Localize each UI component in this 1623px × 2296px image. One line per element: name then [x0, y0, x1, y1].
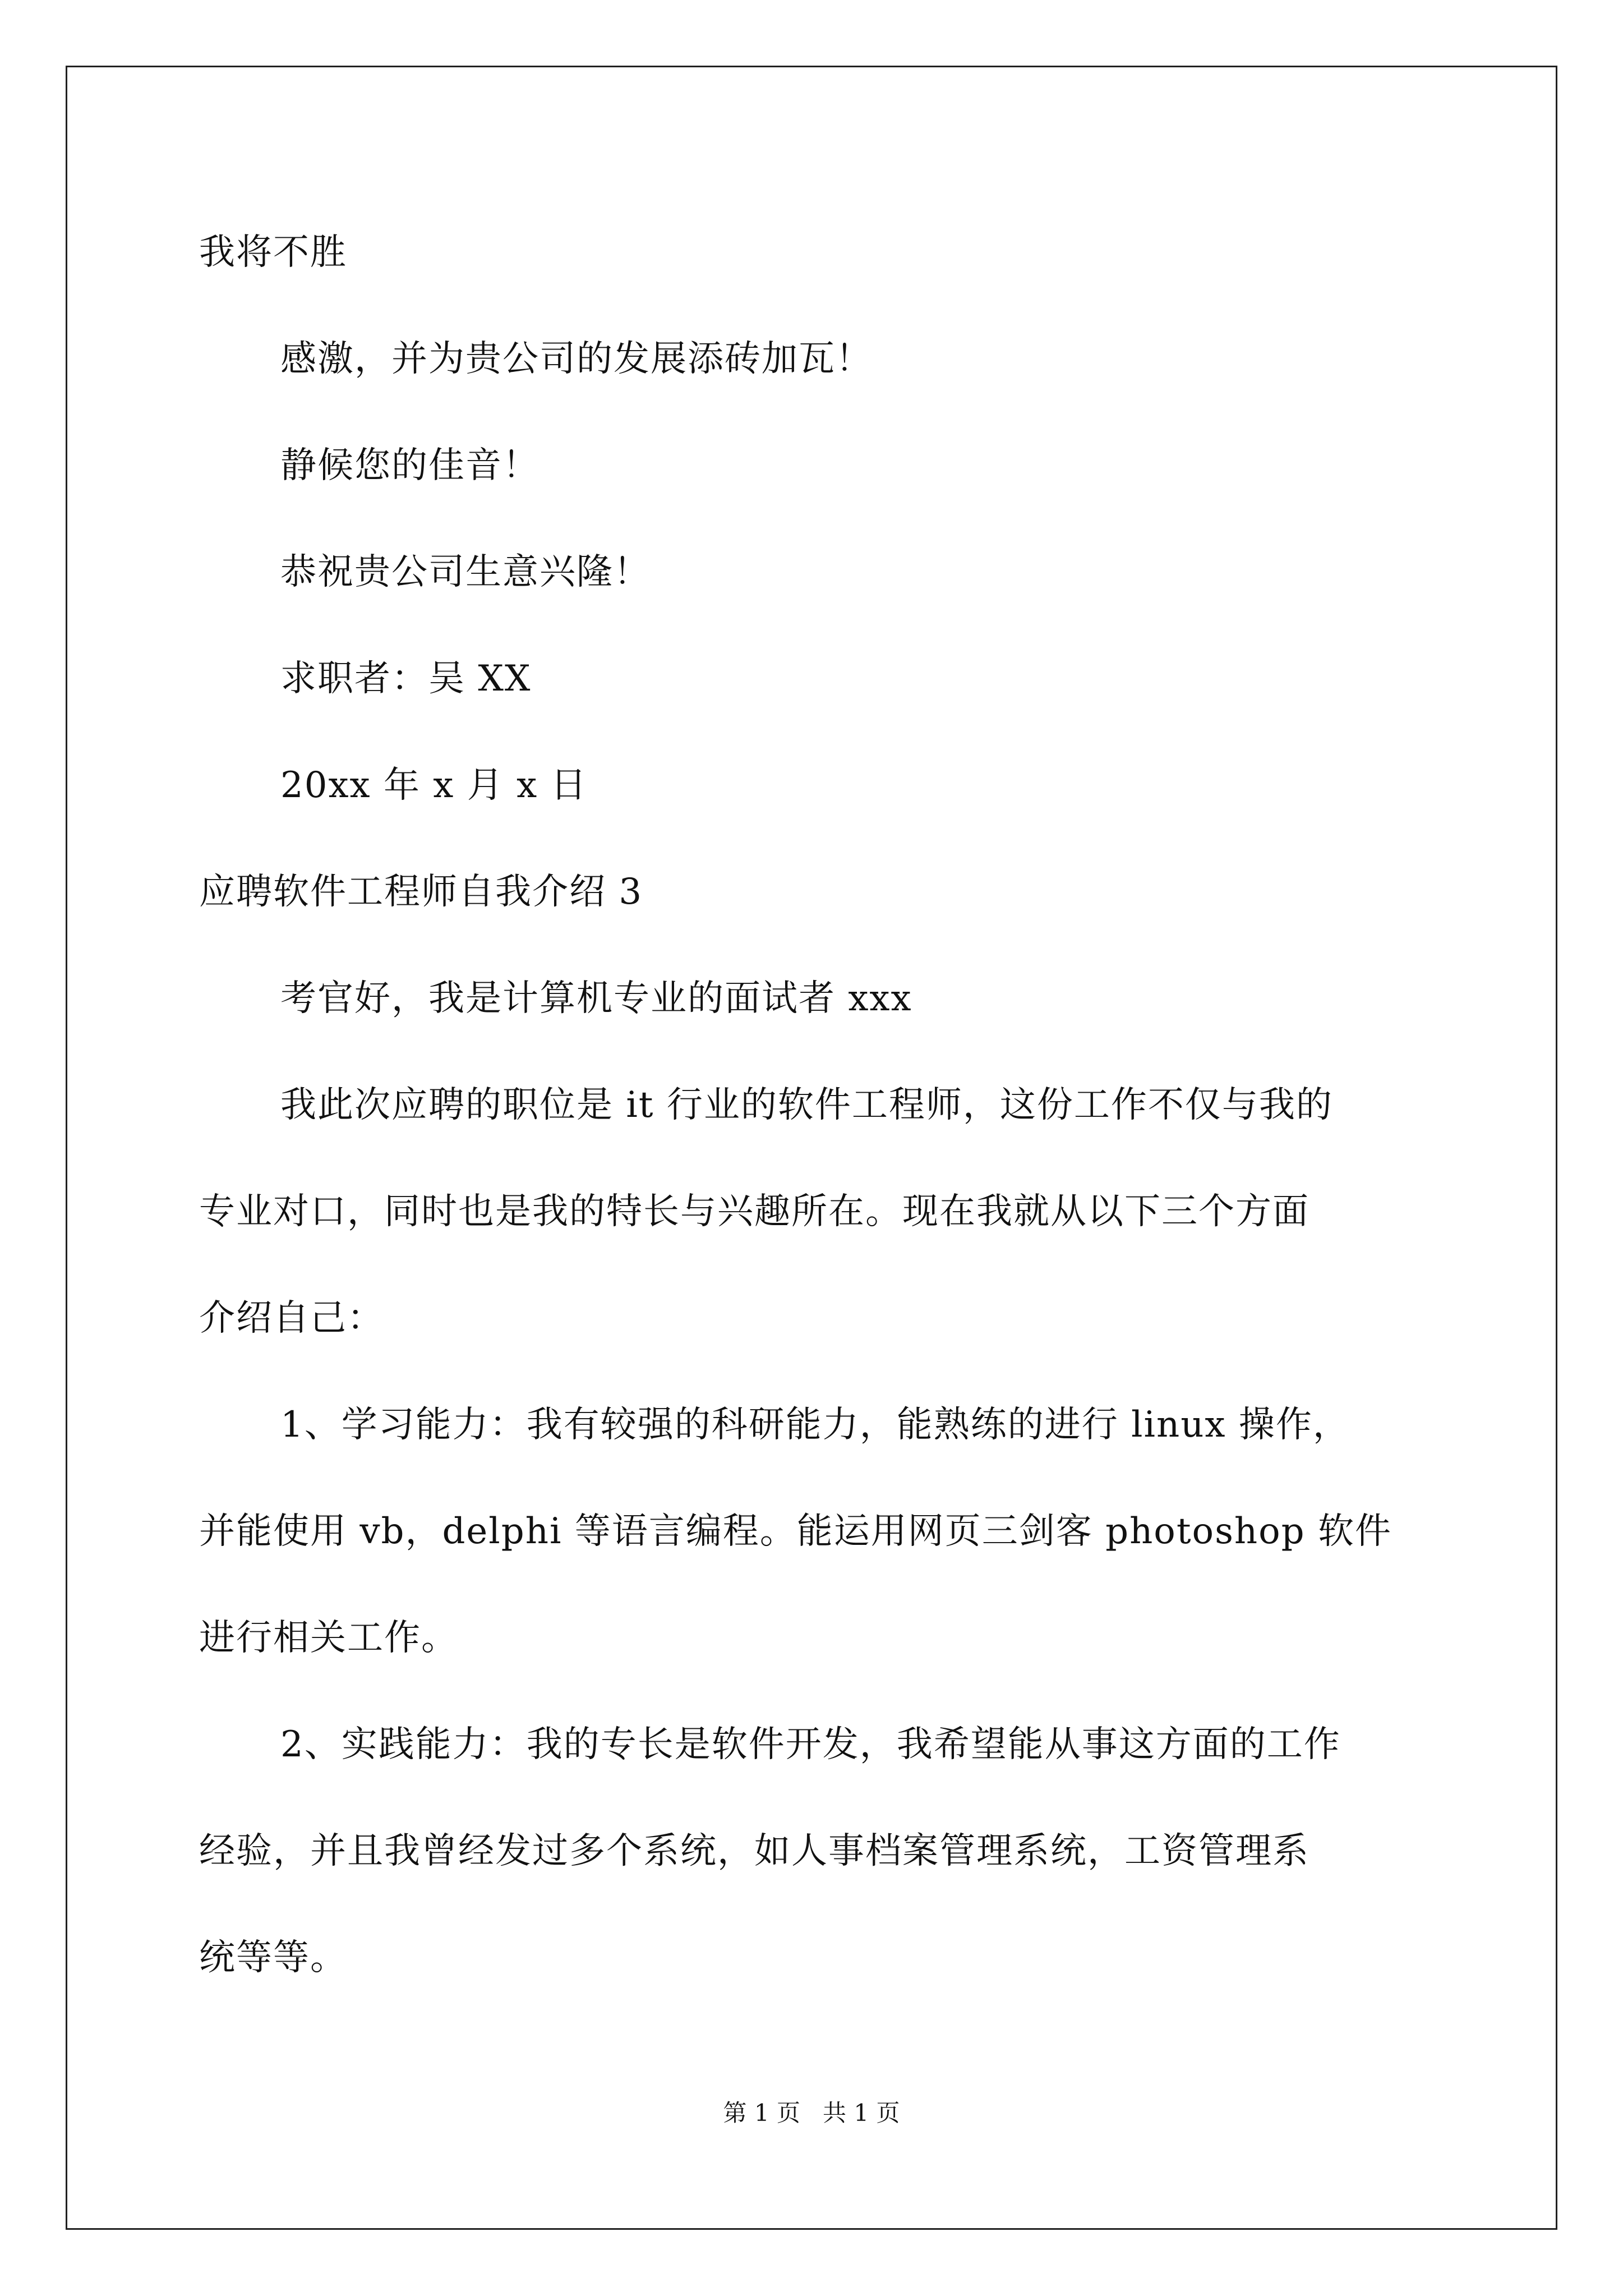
text-line: 经验，并且我曾经发过多个系统，如人事档案管理系统，工资管理系	[199, 1830, 1310, 1872]
text-line: 考官好，我是计算机专业的面试者 xxx	[280, 978, 912, 1019]
text-line: 20xx 年 x 月 x 日	[280, 765, 588, 806]
text-line: 静候您的佳音！	[280, 445, 540, 486]
text-line: 进行相关工作。	[199, 1617, 458, 1659]
text-line: 2、实践能力：我的专长是软件开发，我希望能从事这方面的工作	[280, 1724, 1341, 1765]
text-line: 1、学习能力：我有较强的科研能力，能熟练的进行 linux 操作，	[280, 1404, 1350, 1446]
text-line: 我将不胜	[199, 232, 347, 273]
text-line: 我此次应聘的职位是 it 行业的软件工程师，这份工作不仅与我的	[280, 1084, 1333, 1126]
text-line: 恭祝贵公司生意兴隆！	[280, 551, 651, 593]
page-footer: 第 1 页 共 1 页	[723, 2099, 900, 2127]
text-line: 并能使用 vb，delphi 等语言编程。能运用网页三剑客 photoshop 软件	[199, 1511, 1392, 1552]
page-border	[66, 66, 1557, 2230]
text-line: 求职者：吴 XX	[280, 658, 532, 700]
text-line: 介绍自己：	[199, 1297, 384, 1339]
text-line: 专业对口，同时也是我的特长与兴趣所在。现在我就从以下三个方面	[199, 1191, 1310, 1232]
section-heading: 应聘软件工程师自我介绍 3	[199, 871, 643, 913]
text-line: 统等等。	[199, 1937, 347, 1978]
text-line: 感激，并为贵公司的发展添砖加瓦！	[280, 338, 873, 380]
